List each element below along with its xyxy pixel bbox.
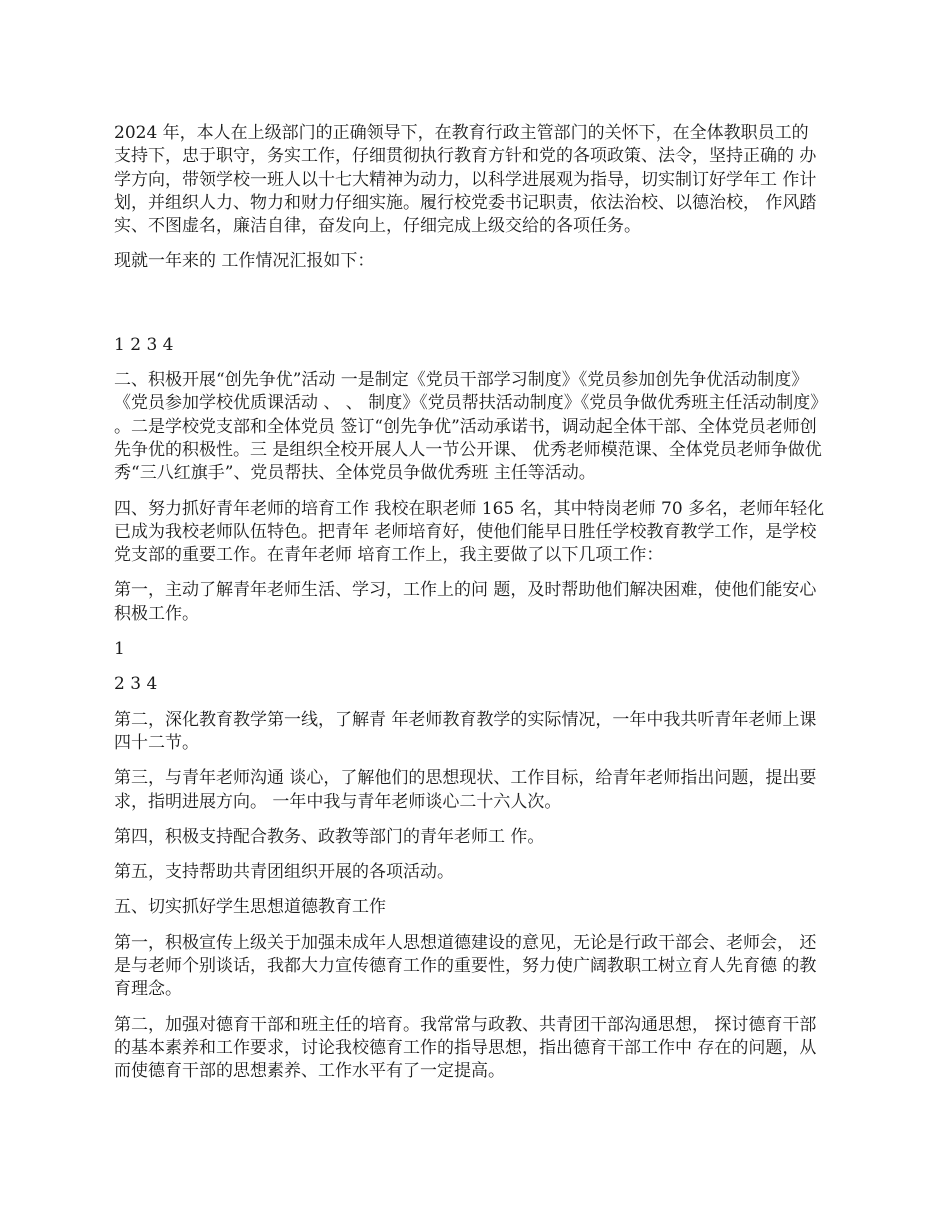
paragraph-section-2: 二、积极开展“创先争优”活动 一是制定《党员干部学习制度》《党员参加创先争优活动制度》《党员参加学校优质课活动 、 、 制度》《党员帮扶活动制度》《党员争做优秀班主任活动制度》 。二是学校党支部和全体党员 签订“创先争优”活动承诺书，调动起全体干部、全体党员老师创先争优的积极性。三 是组织全校开展人人一节公开课、 优秀老师模范课、全体党员老师争做优秀“三八红旗手”、党员帮扶、全体党员争做优秀班 主任等活动。 <box>114 370 828 484</box>
section-5-heading: 五、切实抓好学生思想道德教育工作 <box>114 897 386 918</box>
paragraph-section-5-first: 第一，积极宣传上级关于加强未成年人思想道德建设的意见，无论是行政干部会、老师会， 还是与老师个别谈话，我都大力宣传德育工作的重要性，努力使广阔教职工树立育人先育德 的教育理念。 <box>114 932 817 1000</box>
document-body <box>114 122 830 1096</box>
paragraph-fifth: 第五，支持帮助共青团组织开展的各项活动。 <box>114 862 454 883</box>
paragraph-report-lead: 现就一年来的 工作情况汇报如下： <box>114 251 375 272</box>
blank-space <box>114 286 830 334</box>
paragraph-first: 第一，主动了解青年老师生活、学习，工作上的问 题，及时帮助他们解决困难，使他们能安心积极工作。 <box>114 580 817 624</box>
paragraph-section-5-second: 第二，加强对德育干部和班主任的培育。我常常与政教、共青团干部沟通思想， 探讨德育干部的基本素养和工作要求，讨论我校德育工作的指导思想，指出德育干部工作中 存在的问题，从而使德育干部的思想素养、工作水平有了一定提高。 <box>114 1014 817 1082</box>
number-line-1: 1 <box>114 639 125 660</box>
paragraph-fourth: 第四，积极支持配合教务、政教等部门的青年老师工 作。 <box>114 826 545 847</box>
paragraph-section-4: 四、努力抓好青年老师的培育工作 我校在职老师 165 名，其中特岗老师 70 多名，老师年轻化已成为我校老师队伍特色。把青年 老师培育好，使他们能早日胜任学校教育教学工作，是学校党支部的重要工作。在青年老师 培育工作上，我主要做了以下几项工作： <box>114 498 825 566</box>
paragraph-second: 第二，深化教育教学第一线，了解青 年老师教育教学的实际情况，一年中我共听青年老师上课四十二节。 <box>114 709 817 753</box>
paragraph-intro: 2024 年，本人在上级部门的正确领导下，在教育行政主管部门的关怀下，在全体教职员工的 支持下，忠于职守，务实工作，仔细贯彻执行教育方针和党的各项政策、法令，坚持正确的 办学方向，带领学校一班人以十七大精神为动力，以科学进展观为指导，切实制订好学年工 作计划，并组织人力、物力和财力仔细实施。履行校党委书记职责，依法治校、以德治校， 作风踏实、不图虚名，廉洁自律，奋发向上，仔细完成上级交给的各项任务。 <box>114 123 817 237</box>
number-line-234: 2 3 4 <box>114 674 158 695</box>
paragraph-third: 第三，与青年老师沟通 谈心，了解他们的思想现状、工作目标，给青年老师指出问题，提出要求，指明进展方向。 一年中我与青年老师谈心二十六人次。 <box>114 768 817 812</box>
number-line-1234: 1 2 3 4 <box>114 334 174 355</box>
